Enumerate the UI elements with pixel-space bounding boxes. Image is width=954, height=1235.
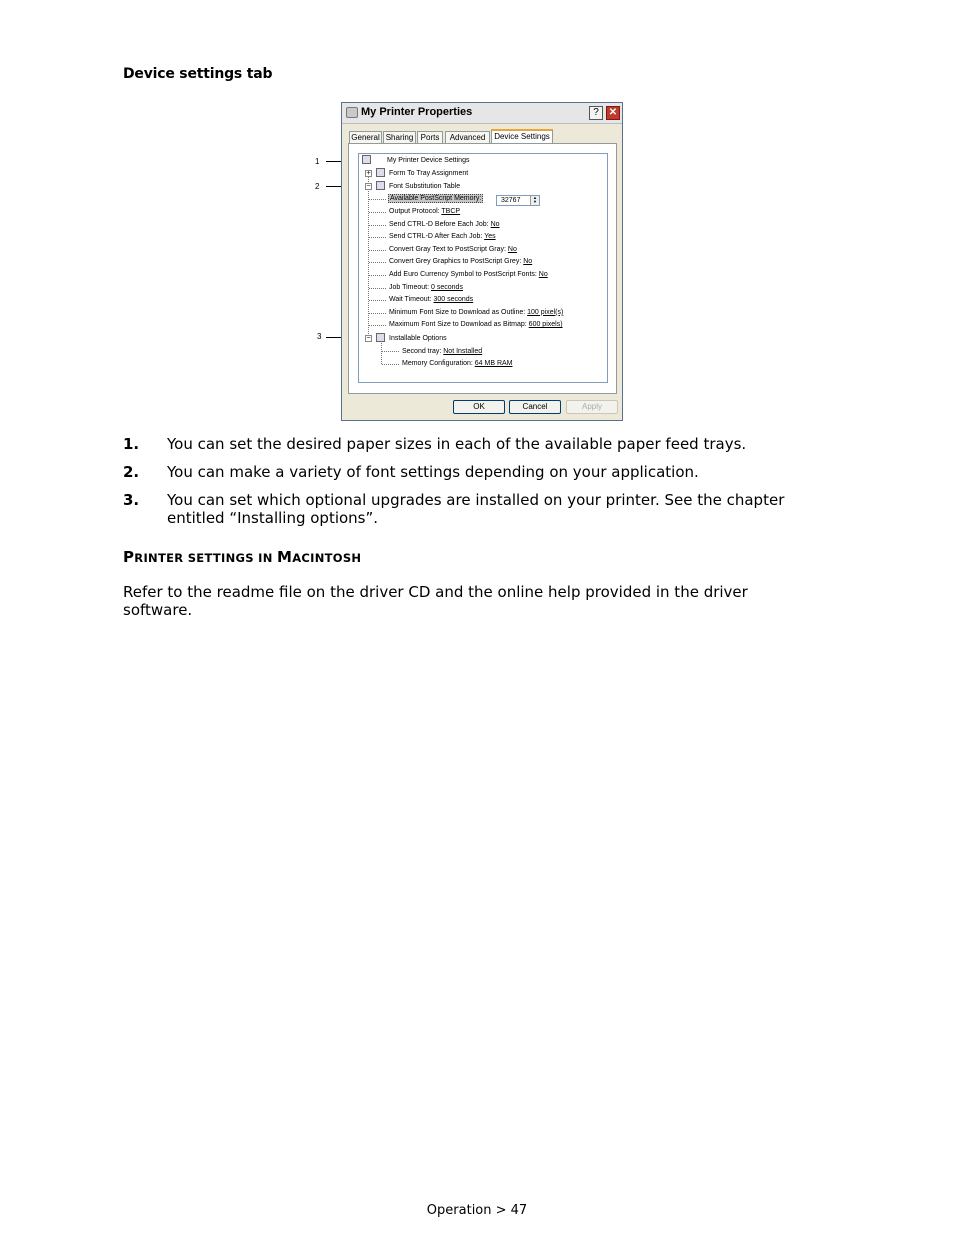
section-heading: Device settings tab — [123, 66, 273, 82]
tree-dots — [369, 288, 386, 289]
tree-dots — [369, 225, 386, 226]
body-line-1: Refer to the readme file on the driver CD and the online help provided in the driver — [123, 583, 748, 601]
tree-dots — [369, 262, 386, 263]
tree-form-to-tray[interactable]: Form To Tray Assignment — [389, 170, 469, 177]
list-number-3: 3. — [123, 491, 140, 509]
options-icon — [376, 333, 385, 342]
tree-ps-memory[interactable] — [388, 194, 483, 203]
collapse-icon[interactable]: − — [366, 183, 371, 190]
tab-device-settings[interactable]: Device Settings — [491, 129, 553, 144]
ps-memory-stepper[interactable] — [496, 195, 540, 206]
setting-label: Output Protocol: — [389, 208, 442, 215]
setting-label: Maximum Font Size to Download as Bitmap: — [389, 321, 529, 329]
list-text-2: You can make a variety of font settings depending on your application. — [167, 463, 699, 481]
dialog-titlebar — [342, 103, 622, 124]
tree-setting-item[interactable] — [389, 232, 496, 241]
font-icon — [376, 181, 385, 190]
help-button[interactable]: ? — [589, 106, 603, 120]
section-title — [123, 548, 361, 566]
tree-setting-item[interactable] — [389, 308, 563, 317]
tree-dots — [369, 313, 386, 314]
list-text-3: You can set which optional upgrades are installed on your printer. See the chapter — [167, 491, 785, 509]
list-number-1: 1. — [123, 435, 140, 453]
title-small: RINTER SETTINGS IN — [134, 551, 277, 565]
option-label: Second tray: — [402, 348, 444, 355]
ps-memory-label: Available PostScript Memory: — [390, 195, 482, 202]
setting-label: Job Timeout: — [389, 283, 432, 291]
tree-guide — [368, 172, 369, 342]
tree-setting-item[interactable] — [389, 257, 532, 266]
tray-icon — [376, 168, 385, 177]
tree-dots — [369, 325, 386, 326]
list-text-3b: entitled “Installing options”. — [167, 509, 379, 527]
title-cap: P — [123, 548, 135, 566]
ps-memory-value: 32767 — [501, 197, 521, 204]
device-settings-panel — [348, 143, 617, 394]
setting-value[interactable]: 0 seconds — [431, 283, 463, 291]
list-text-1: You can set the desired paper sizes in each of the available paper feed trays. — [167, 435, 747, 453]
tab-ports[interactable]: Ports — [417, 131, 443, 143]
tab-general[interactable]: General — [349, 131, 382, 143]
cancel-button[interactable]: Cancel — [509, 400, 561, 414]
ok-button[interactable]: OK — [453, 400, 505, 414]
callout-3: 3 — [317, 332, 322, 341]
dialog-title: My Printer Properties — [361, 106, 473, 118]
printer-icon — [362, 155, 371, 164]
spinner-arrows-icon[interactable]: ▲ ▼ — [530, 196, 539, 205]
callout-2: 2 — [315, 182, 320, 191]
setting-value[interactable]: No — [490, 220, 500, 228]
tree-setting-item[interactable] — [389, 207, 460, 216]
option-value[interactable]: 64 MB RAM — [474, 360, 513, 367]
tree-dots — [382, 351, 399, 352]
setting-label: Minimum Font Size to Download as Outline: — [389, 308, 528, 316]
option-label: Memory Configuration: — [402, 360, 475, 367]
tree-dots — [369, 275, 386, 276]
setting-value[interactable]: 600 pixels) — [528, 321, 563, 329]
setting-label: Add Euro Currency Symbol to PostScript Fonts: — [389, 271, 539, 278]
tree-option-second-tray[interactable] — [402, 347, 482, 356]
tree-dots — [369, 212, 386, 213]
title-small: ACINTOSH — [292, 551, 362, 565]
title-cap: M — [276, 548, 293, 566]
setting-label: Wait Timeout: — [389, 296, 434, 304]
tree-setting-item[interactable] — [389, 295, 473, 304]
tree-dots — [369, 300, 386, 301]
setting-label: Send CTRL-D After Each Job: — [389, 233, 485, 241]
tree-dots — [369, 199, 386, 200]
tree-setting-item[interactable] — [389, 283, 463, 292]
tree-font-substitution[interactable]: Font Substitution Table — [389, 183, 461, 190]
printer-icon — [346, 107, 358, 118]
list-number-2: 2. — [123, 463, 140, 481]
tree-option-memory[interactable] — [402, 359, 513, 368]
body-line-2: software. — [123, 601, 193, 619]
setting-value[interactable]: 300 seconds — [433, 296, 474, 304]
setting-label: Convert Grey Graphics to PostScript Grey: — [389, 258, 524, 266]
close-button[interactable]: ✕ — [606, 106, 620, 120]
setting-value[interactable]: No — [538, 271, 548, 278]
setting-value[interactable]: 100 pixel(s) — [527, 308, 564, 316]
expand-icon[interactable]: + — [366, 170, 371, 177]
tree-setting-item[interactable] — [389, 220, 500, 229]
setting-label: Send CTRL-D Before Each Job: — [389, 220, 491, 228]
setting-value[interactable]: TBCP — [441, 208, 461, 215]
setting-value[interactable]: No — [523, 258, 533, 266]
callout-1: 1 — [315, 157, 320, 166]
tree-dots — [369, 250, 386, 251]
tree-setting-item[interactable] — [389, 245, 517, 254]
tree-setting-item[interactable] — [389, 270, 548, 279]
tree-root[interactable]: My Printer Device Settings — [387, 157, 470, 164]
setting-value[interactable]: No — [507, 245, 517, 253]
tab-sharing[interactable]: Sharing — [383, 131, 416, 143]
collapse-icon[interactable]: − — [366, 335, 371, 342]
tree-installable-options[interactable]: Installable Options — [389, 335, 447, 342]
tab-advanced[interactable]: Advanced — [445, 131, 490, 143]
settings-tree — [358, 153, 608, 383]
setting-value[interactable]: Yes — [484, 233, 496, 241]
tree-dots — [382, 364, 399, 365]
tree-setting-item[interactable] — [389, 320, 563, 329]
apply-button[interactable]: Apply — [566, 400, 618, 414]
tree-dots — [369, 237, 386, 238]
option-value[interactable]: Not Installed — [443, 348, 483, 355]
setting-label: Convert Gray Text to PostScript Gray: — [389, 245, 508, 253]
printer-properties-dialog — [341, 102, 623, 421]
page-footer: Operation > 47 — [426, 1203, 528, 1218]
